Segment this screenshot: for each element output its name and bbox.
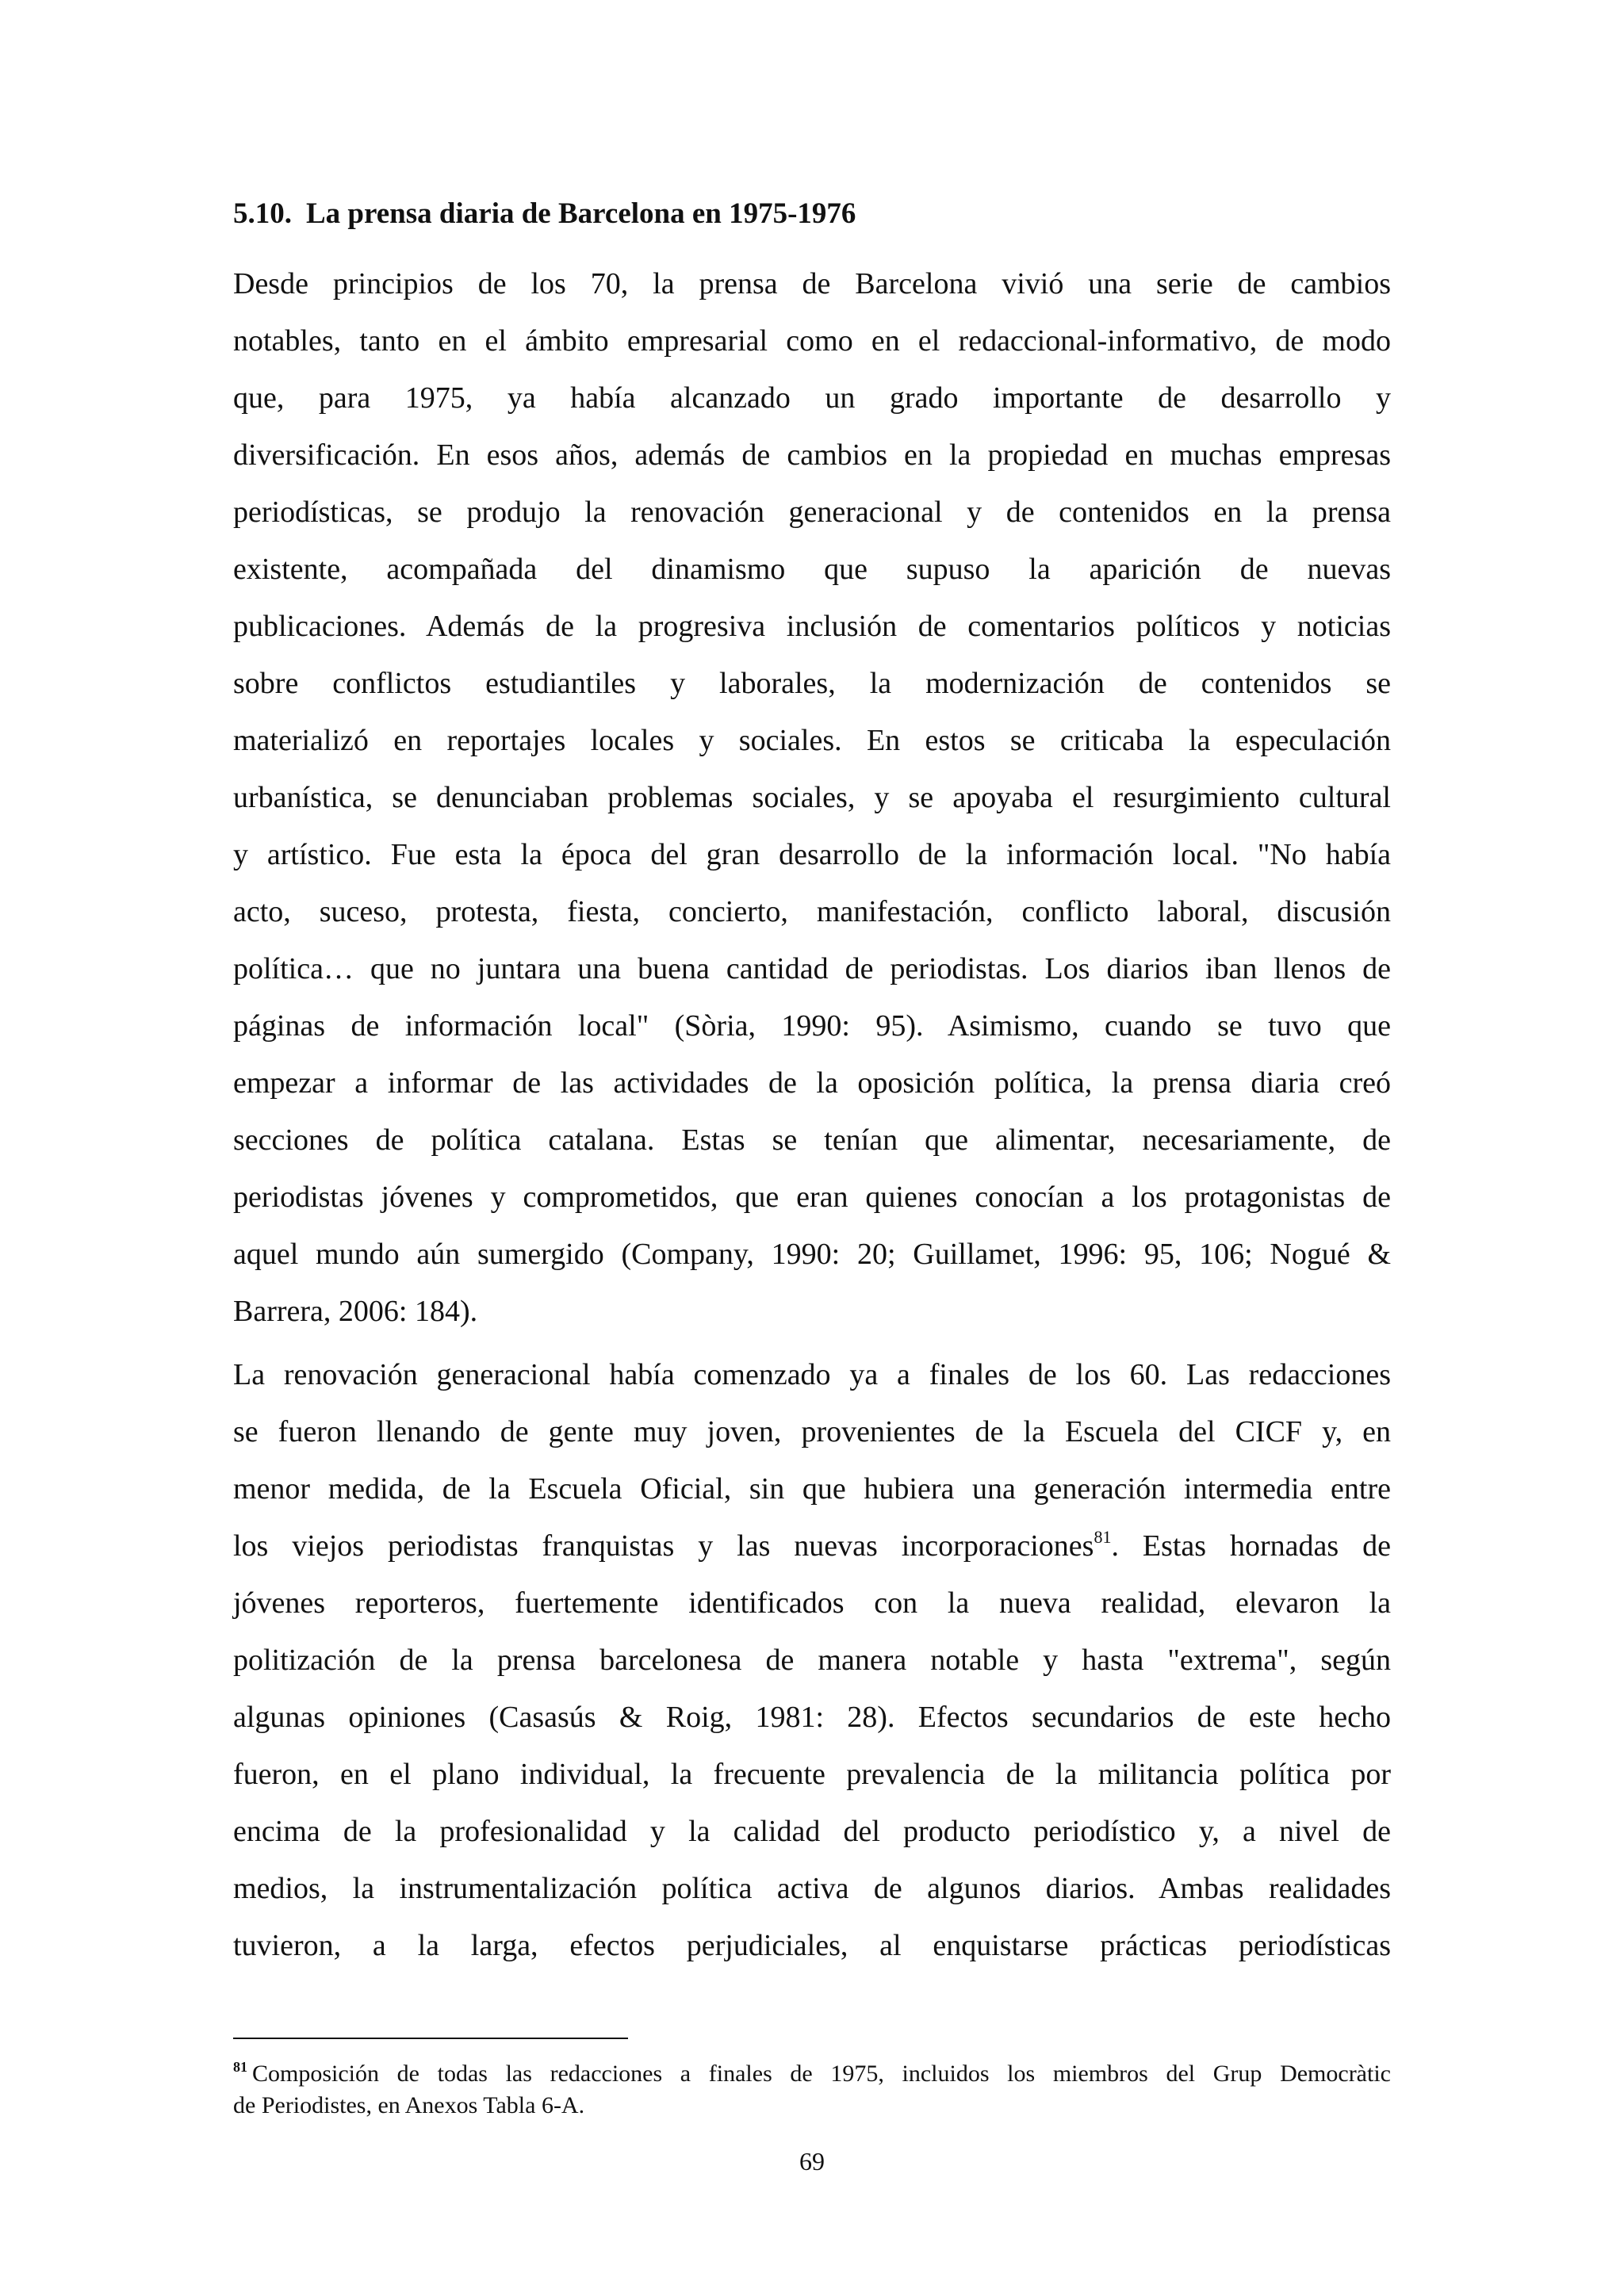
text-line: La renovación generacional había comenzado ya a finales de los 60. Las redacciones xyxy=(233,1358,1391,1391)
text-line: política… que no juntara una buena cantidad de periodistas. Los diarios iban llenos de xyxy=(233,952,1391,985)
paragraph-1 xyxy=(233,255,1391,1340)
text-line: y artístico. Fue esta la época del gran desarrollo de la información local. "No había xyxy=(233,838,1391,871)
text-line: sobre conflictos estudiantiles y laborales, la modernización de contenidos se xyxy=(233,667,1391,700)
text-line: encima de la profesionalidad y la calidad del producto periodístico y, a nivel de xyxy=(233,1815,1391,1848)
text-segment: . Estas hornadas de xyxy=(1111,1529,1391,1563)
text-line: existente, acompañada del dinamismo que supuso la aparición de nuevas xyxy=(233,553,1391,586)
page-number: 69 xyxy=(799,2147,825,2175)
footnote xyxy=(233,2058,1391,2122)
footnote-text: Composición de todas las redacciones a finales de 1975, incluidos los miembros del Grup Democràtic xyxy=(252,2061,1391,2087)
footnote-line: de Periodistes, en Anexos Tabla 6-A. xyxy=(233,2092,585,2118)
text-segment: los viejos periodistas franquistas y las nuevas incorporaciones xyxy=(233,1529,1094,1563)
text-line: periodistas jóvenes y comprometidos, que eran quienes conocían a los protagonistas de xyxy=(233,1181,1391,1214)
text-line: que, para 1975, ya había alcanzado un grado importante de desarrollo y xyxy=(233,381,1391,415)
text-line-with-footnote xyxy=(233,1517,1391,1575)
text-line: diversificación. En esos años, además de cambios en la propiedad en muchas empresas xyxy=(233,438,1391,472)
text-line: acto, suceso, protesta, fiesta, concierto, manifestación, conflicto laboral, discusión xyxy=(233,895,1391,928)
text-line: algunas opiniones (Casasús & Roig, 1981: 28). Efectos secundarios de este hecho xyxy=(233,1701,1391,1734)
text-line: páginas de información local" (Sòria, 1990: 95). Asimismo, cuando se tuvo que xyxy=(233,1009,1391,1043)
text-line: tuvieron, a la larga, efectos perjudiciales, al enquistarse prácticas periodísticas xyxy=(233,1929,1391,1962)
text-line: fueron, en el plano individual, la frecuente prevalencia de la militancia política por xyxy=(233,1758,1391,1791)
text-line: aquel mundo aún sumergido (Company, 1990: 20; Guillamet, 1996: 95, 106; Nogué & xyxy=(233,1238,1391,1271)
text-line: se fueron llenando de gente muy joven, provenientes de la Escuela del CICF y, en xyxy=(233,1415,1391,1448)
text-line: politización de la prensa barcelonesa de manera notable y hasta "extrema", según xyxy=(233,1644,1391,1677)
body-text xyxy=(233,255,1391,1974)
footnote-line xyxy=(233,2058,1391,2090)
text-line: Desde principios de los 70, la prensa de Barcelona vivió una serie de cambios xyxy=(233,267,1391,300)
text-line: secciones de política catalana. Estas se tenían que alimentar, necesariamente, de xyxy=(233,1123,1391,1157)
text-line: Barrera, 2006: 184). xyxy=(233,1295,478,1328)
text-line: publicaciones. Además de la progresiva inclusión de comentarios políticos y noticias xyxy=(233,610,1391,643)
text-line: notables, tanto en el ámbito empresarial como en el redaccional-informativo, de modo xyxy=(233,324,1391,358)
text-line: periodísticas, se produjo la renovación generacional y de contenidos en la prensa xyxy=(233,496,1391,529)
footnote-separator xyxy=(233,2038,628,2039)
footnote-number: 81 xyxy=(233,2059,247,2075)
footnote-reference[interactable]: 81 xyxy=(1094,1527,1112,1547)
text-line: menor medida, de la Escuela Oficial, sin que hubiera una generación intermedia entre xyxy=(233,1472,1391,1506)
text-line: materializó en reportajes locales y sociales. En estos se criticaba la especulación xyxy=(233,724,1391,757)
text-line: jóvenes reporteros, fuertemente identificados con la nueva realidad, elevaron la xyxy=(233,1586,1391,1620)
section-number: 5.10. xyxy=(233,197,292,230)
text-line: medios, la instrumentalización política activa de algunos diarios. Ambas realidades xyxy=(233,1872,1391,1905)
text-line: urbanística, se denunciaban problemas sociales, y se apoyaba el resurgimiento cultural xyxy=(233,781,1391,814)
section-title: La prensa diaria de Barcelona en 1975-1976 xyxy=(306,197,856,230)
section-heading xyxy=(233,193,1391,235)
paragraph-2 xyxy=(233,1346,1391,1974)
text-line: empezar a informar de las actividades de la oposición política, la prensa diaria creó xyxy=(233,1066,1391,1100)
